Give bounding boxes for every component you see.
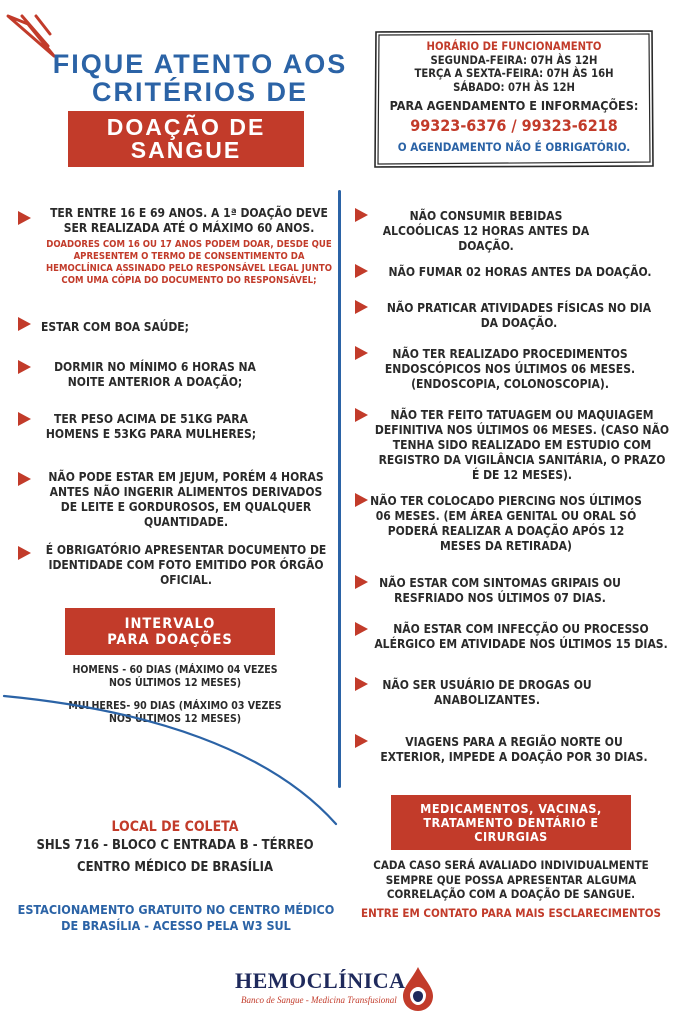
hours-line-weekdays: TERÇA A SEXTA-FEIRA: 07H ÀS 16H xyxy=(414,67,614,80)
title-banner-line1: DOAÇÃO DE xyxy=(106,114,266,140)
arrow-bullet-icon xyxy=(18,546,31,560)
page-title-line2: CRITÉRIOS DE xyxy=(91,77,309,107)
criterion-text: NÃO SER USUÁRIO DE DROGAS OU ANABOLIZANTES. xyxy=(382,678,592,707)
title-banner-line2: SANGUE xyxy=(130,137,242,163)
arrow-bullet-icon xyxy=(355,346,368,360)
arrow-bullet-icon xyxy=(18,317,31,331)
arrow-bullet-icon xyxy=(355,734,368,748)
interval-banner xyxy=(65,608,275,655)
criterion-text: NÃO TER REALIZADO PROCEDIMENTOS ENDOSCÓPICOS NOS ÚLTIMOS 06 MESES. (ENDOSCOPIA, COLONOSCOPIA). xyxy=(384,347,636,391)
medications-contact: ENTRE EM CONTATO PARA MAIS ESCLARECIMENTOS xyxy=(361,906,661,920)
opening-hours-box xyxy=(372,28,656,170)
arrow-bullet-icon xyxy=(355,575,368,589)
interval-men-line2: NOS ÚLTIMOS 12 MESES) xyxy=(108,677,242,689)
hours-heading: HORÁRIO DE FUNCIONAMENTO xyxy=(426,40,602,53)
decorative-curve xyxy=(0,690,340,830)
title-banner xyxy=(68,111,304,167)
criterion-text: É OBRIGATÓRIO APRESENTAR DOCUMENTO DE IDENTIDADE COM FOTO EMITIDO POR ÓRGÃO OFICIAL. xyxy=(45,543,327,587)
arrow-bullet-icon xyxy=(355,208,368,222)
criterion-text: NÃO FUMAR 02 HORAS ANTES DA DOAÇÃO. xyxy=(388,265,652,279)
criterion-text: NÃO PODE ESTAR EM JEJUM, PORÉM 4 HORAS ANTES NÃO INGERIR ALIMENTOS DERIVADOS DE LEITE E GORDUROSOS, EM QUALQUER QUANTIDADE. xyxy=(48,470,324,529)
criterion-note: DOADORES COM 16 OU 17 ANOS PODEM DOAR, DESDE QUE APRESENTEM O TERMO DE CONSENTIMENTO DA HEMOCLÍNICA ASSINADO PELO RESPONSÁVEL LEGAL JUNTO COM UMA CÓPIA DO DOCUMENTO DO RESPONSÁVEL; xyxy=(45,239,333,286)
arrow-bullet-icon xyxy=(355,264,368,278)
criterion-text: NÃO ESTAR COM INFECÇÃO OU PROCESSO ALÉRGICO EM ATIVIDADE NOS ÚLTIMOS 15 DIAS. xyxy=(374,622,668,651)
parking-info: ESTACIONAMENTO GRATUITO NO CENTRO MÉDICO DE BRASÍLIA - ACESSO PELA W3 SUL xyxy=(17,902,335,933)
hours-line-monday: SEGUNDA-FEIRA: 07H ÀS 12H xyxy=(430,53,598,67)
logo-tagline: Banco de Sangue - Medicina Transfusional xyxy=(241,995,397,1005)
criterion-text: VIAGENS PARA A REGIÃO NORTE OU EXTERIOR, IMPEDE A DOAÇÃO POR 30 DIAS. xyxy=(380,735,648,764)
criterion-text: DORMIR NO MÍNIMO 6 HORAS NA NOITE ANTERIOR A DOAÇÃO; xyxy=(54,360,256,389)
criterion-text: NÃO TER COLOCADO PIERCING NOS ÚLTIMOS 06 MESES. (EM ÁREA GENITAL OU ORAL SÓ PODERÁ REALIZAR A DOAÇÃO APÓS 12 MESES DA RETIRADA) xyxy=(370,494,642,553)
hours-line-saturday: SÁBADO: 07H ÀS 12H xyxy=(453,80,575,94)
page-title-line1: FIQUE ATENTO AOS xyxy=(52,49,348,79)
criterion-text: NÃO CONSUMIR BEBIDAS ALCOÓLICAS 12 HORAS ANTES DA DOAÇÃO. xyxy=(382,209,590,253)
criterion-text: NÃO PRATICAR ATIVIDADES FÍSICAS NO DIA DA DOAÇÃO. xyxy=(386,301,652,330)
arrow-bullet-icon xyxy=(18,412,31,426)
interval-women-line2: NOS ÚLTIMOS 12 MESES) xyxy=(108,713,242,725)
interval-men-line1: HOMENS - 60 DIAS (MÁXIMO 04 VEZES xyxy=(72,664,278,676)
interval-women-line1: MULHERES- 90 DIAS (MÁXIMO 03 VEZES xyxy=(68,700,282,712)
criterion-text: TER ENTRE 16 E 69 ANOS. A 1ª DOAÇÃO DEVE SER REALIZADA ATÉ O MÁXIMO 60 ANOS. xyxy=(50,206,328,235)
medications-title-line3: CIRURGIAS xyxy=(474,828,548,844)
arrow-bullet-icon xyxy=(355,677,368,691)
criterion-text: TER PESO ACIMA DE 51KG PARA HOMENS E 53KG PARA MULHERES; xyxy=(45,412,257,441)
criterion-text: NÃO TER FEITO TATUAGEM OU MAQUIAGEM DEFINITIVA NOS ÚLTIMOS 06 MESES. (CASO NÃO TENHA SIDO REALIZADO EM ESTUDIO COM REGISTRO DA VIGILÂNCIA SANITÁRIA, O PRAZO É DE 12 MESES). xyxy=(374,408,670,482)
location-address: SHLS 716 - BLOCO C ENTRADA B - TÉRREO xyxy=(36,838,314,853)
blood-drop-logo-icon xyxy=(400,965,436,1013)
appointment-label: PARA AGENDAMENTO E INFORMAÇÕES: xyxy=(389,98,639,113)
location-center: CENTRO MÉDICO DE BRASÍLIA xyxy=(76,860,273,875)
arrow-bullet-icon xyxy=(18,472,31,486)
appointment-not-required: O AGENDAMENTO NÃO É OBRIGATÓRIO. xyxy=(397,139,631,154)
criterion-text: ESTAR COM BOA SAÚDE; xyxy=(41,320,189,334)
logo-name: HEMOCLÍNICA xyxy=(235,968,406,993)
phone-numbers: 99323-6376 / 99323-6218 xyxy=(410,115,618,135)
criterion-text: NÃO ESTAR COM SINTOMAS GRIPAIS OU RESFRIADO NOS ÚLTIMOS 07 DIAS. xyxy=(379,576,621,605)
interval-title-line2: PARA DOAÇÕES xyxy=(107,631,233,648)
arrow-bullet-icon xyxy=(18,360,31,374)
arrow-bullet-icon xyxy=(355,408,368,422)
arrow-bullet-icon xyxy=(355,622,368,636)
location-title: LOCAL DE COLETA xyxy=(111,819,239,835)
medications-title-line2: TRATAMENTO DENTÁRIO E xyxy=(423,814,599,830)
medications-text: CADA CASO SERÁ AVALIADO INDIVIDUALMENTE SEMPRE QUE POSSA APRESENTAR ALGUMA CORRELAÇÃO COM A DOAÇÃO DE SANGUE. xyxy=(373,858,649,901)
arrow-bullet-icon xyxy=(18,211,31,225)
medications-banner xyxy=(391,795,631,850)
interval-title-line1: INTERVALO xyxy=(124,615,216,632)
arrow-bullet-icon xyxy=(355,300,368,314)
medications-title-line1: MEDICAMENTOS, VACINAS, xyxy=(420,800,602,816)
